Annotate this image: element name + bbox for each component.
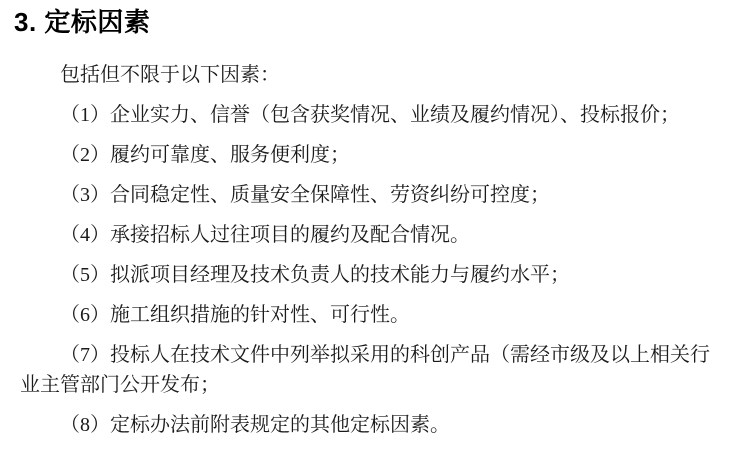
list-item-8: （8）定标办法前附表规定的其他定标因素。 (60, 414, 450, 436)
list-item-6: （6）施工组织措施的针对性、可行性。 (60, 304, 410, 326)
intro-paragraph: 包括但不限于以下因素： (60, 64, 280, 86)
document-body (20, 60, 732, 440)
list-item-5: （5）拟派项目经理及技术负责人的技术能力与履约水平； (60, 264, 570, 286)
list-item-7-line-1: （7）投标人在技术文件中列举拟采用的科创产品（需经市级及以上相关行 (60, 344, 710, 366)
list-item-1: （1）企业实力、信誉（包含获奖情况、业绩及履约情况）、投标报价； (60, 104, 680, 126)
list-item-2: （2）履约可靠度、服务便利度； (60, 144, 350, 166)
section-heading: 3. 定标因素 (14, 7, 151, 37)
list-item-7-line-2: 业主管部门公开发布； (20, 374, 220, 396)
list-item-4: （4）承接招标人过往项目的履约及配合情况。 (60, 224, 470, 246)
list-item-3: （3）合同稳定性、质量安全保障性、劳资纠纷可控度； (60, 184, 550, 206)
list-item-7 (20, 340, 732, 400)
